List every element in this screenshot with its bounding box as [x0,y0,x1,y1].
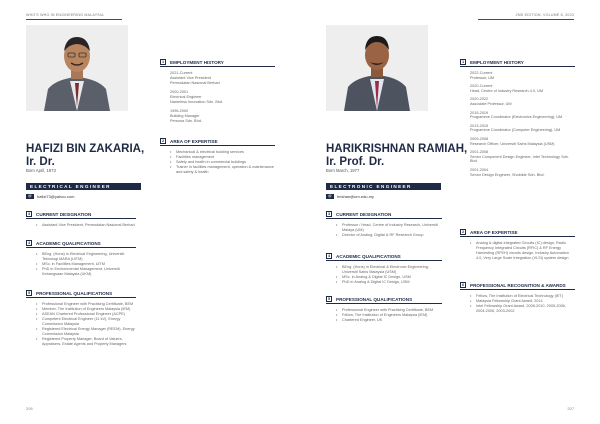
entry-years: 2001-2004 [470,167,489,172]
list-item: • Professional Engineer with Practising Certificate, BEM [336,308,442,313]
section-heading [460,282,575,290]
list-item: • Assistant Vice President, Permodalan Nasional Berhad [36,223,136,228]
entry-years: 2000-2001 [170,90,189,94]
section-number: 6 [461,283,465,287]
section-number: 3 [27,212,31,216]
email-line [26,194,74,199]
employment-entry [470,71,575,80]
entry-role: Building Manager [170,114,200,118]
name-line-1: HAFIZI BIN ZAKARIA, [26,143,145,155]
section-number: 5 [327,297,331,301]
employment-history-section [160,59,275,128]
person-name [326,143,467,168]
section-heading [326,296,442,304]
name-line-2: Ir. Prof. Dr. [326,155,385,168]
list-item: • PhD in Analog & Digital IC Design, USM [336,280,442,285]
page-number: 207 [567,406,574,411]
current-designation-section [326,211,442,238]
list-item: • Professional Engineer with Practising Certificate, BEM [36,302,136,307]
employment-entry [470,168,575,177]
right-page [300,0,600,424]
entry-years: 2020-Current [470,84,493,89]
email-icon [26,194,34,199]
section-number: 1 [461,60,465,64]
section-title: CURRENT DESIGNATION [336,211,392,217]
employment-entry [170,90,275,105]
employment-entry [470,137,575,146]
section-title: PROFESSIONAL QUALIFICATIONS [36,290,113,296]
list-item: • Registered Electrical Energy Manager (REEM), Energy Commission Malaysia [36,327,136,337]
entry-years: 2001-2008 [470,150,489,155]
list-item: • Chartered Engineer, UK [336,318,442,323]
running-header: WHO'S WHO IN ENGINEERING MALAYSIA [26,13,104,17]
section-heading [160,138,275,146]
entry-role: Programme Coordinator (Electronics Engineering), UM [470,115,563,120]
employment-entry [470,124,575,133]
section-title: EMPLOYMENT HISTORY [470,59,524,65]
email-address[interactable]: hafizi73@yahoo.com [37,194,75,199]
list-item: • Trainer in facilities management, operation & maintenance and safety & health [170,165,275,175]
email-address[interactable]: hrishan@um.edu.my [337,194,374,199]
section-number: 2 [161,139,165,143]
list-item: • Member, The Institution of Engineers Malaysia (IEM) [36,307,136,312]
current-designation-section [26,211,136,228]
section-heading [160,59,275,67]
entry-role: Associate Professor, UM [470,101,512,106]
section-number: 3 [327,212,331,216]
header-rule [26,19,122,20]
entry-years: 2015-2019 [470,110,489,115]
entry-org: Persona Sdn. Bhd. [170,119,202,123]
name-line-1: HARIKRISHNAN RAMIAH, [326,143,468,155]
professional-qualifications-section [26,290,136,347]
section-title: PROFESSIONAL QUALIFICATIONS [336,296,413,302]
page-number: 206 [26,406,33,411]
employment-history-section [460,59,575,181]
list-item: • PhD in Environmental Management, Universiti Kebangsaan Malaysia (UKM) [36,267,136,277]
section-title: AREA OF EXPERTISE [170,138,218,144]
entry-years: 1996-2000 [170,109,189,113]
section-title: ACADEMIC QUALIFICATIONS [36,240,101,246]
list-item: • BEng. (Hons) in Electrical & Electronic Engineering, Universiti Sains Malaysia (USM) [336,265,442,275]
running-header: 2ND EDITION, VOLUME 8, 2023 [515,13,574,17]
section-number: 4 [27,241,31,245]
email-icon [326,194,334,199]
list-item: • Fellow, The Institution of Electrical Technology (IET) [470,294,575,299]
area-of-expertise-section [460,229,575,261]
area-of-expertise-section [160,138,275,175]
entry-role: Senior Design Engineer, Shoblide Sdn. Bhd. [470,172,545,177]
entry-role: Research Officer, Universiti Sains Malaysia (USM) [470,141,555,146]
section-heading [26,211,136,219]
name-line-2: Ir. Dr. [26,155,55,168]
recognition-awards-section [460,282,575,314]
academic-qualifications-section [326,253,442,285]
entry-role: Electrical Engineer [170,95,202,99]
employment-entry [470,97,575,106]
birth-date: Born April, 1973 [26,168,56,173]
section-title: ACADEMIC QUALIFICATIONS [336,253,401,259]
email-line [326,194,374,199]
entry-org: Nameless Innovation Sdn. Bhd. [170,100,224,104]
entry-years: 2020-2022 [470,97,489,102]
professional-qualifications-section [326,296,442,323]
entry-role: Senior Component Design Engineer, Intel Technology Sdn. Bhd. [470,154,569,164]
birth-date: Born March, 1977 [326,168,360,173]
academic-qualifications-section [26,240,136,277]
entry-role: Assistant Vice President [170,76,211,80]
section-heading [26,290,136,298]
list-item: • Professor / Head, Centre of Industry Research, Universiti Malaya (UM) [336,223,442,233]
list-item: • Registered Property Manager, Board of Valuers, Appraisers, Estate Agents and Property Managers [36,337,136,347]
profile-photo [26,25,128,111]
job-title-bar: ELECTRONIC ENGINEER [326,183,441,190]
list-item: • Mechanical & electrical building services [170,150,275,155]
section-heading [460,229,575,237]
entry-years: 2013-2015 [470,123,489,128]
section-title: CURRENT DESIGNATION [36,211,92,217]
entry-years: 2022-Current [470,71,493,75]
entry-years: 2009-2008 [470,136,489,141]
entry-years: 2021-Current [170,71,193,75]
list-item: • Malaysia Fellowship Grant Award, 2014 [470,299,575,304]
list-item: • MSc. in Facilities Management, UiTM [36,262,136,267]
section-number: 4 [327,254,331,258]
list-item: • Fellow, The Institution of Engineers Malaysia (IEM) [336,313,442,318]
list-item: • Analog & digital Integrated Circuits (IC) design, Radio Frequency Integrated Circuits (RFIC) & RF Energy Harvesting (RFEH) circuits design, Industry Automation 4.0, Very Large Scale Integration (VLSI) system design [470,241,575,261]
entry-role: Professor, UM [470,75,495,80]
entry-org: Permodalan Nasional Berhad [170,81,220,85]
section-heading [460,59,575,67]
list-item: • BEng. (Hons) in Electrical Engineering, Universiti Teknologi MARA (UiTM) [36,252,136,262]
list-item: • MSc. in Analog & Digital IC Design, USM [336,275,442,280]
person-name [26,143,144,168]
header-rule [478,19,574,20]
job-title-bar: ELECTRICAL ENGINEER [26,183,141,190]
section-number: 5 [27,291,31,295]
list-item: • Intel Fellowship Grant Award, 2006-2010, 2005-2006, 2004-2005, 2003-2002 [470,304,575,314]
employment-entry [170,109,275,124]
employment-entry [470,150,575,164]
list-item: • ASEAN Chartered Professional Engineer (ACPE) [36,312,136,317]
section-title: PROFESSIONAL RECOGNITION & AWARDS [470,282,566,288]
list-item: • Facilities management [170,155,275,160]
section-number: 1 [161,60,165,64]
list-item: • Safety and health in commercial buildings [170,160,275,165]
employment-entry [470,84,575,93]
section-title: EMPLOYMENT HISTORY [170,59,224,65]
list-item: • Director of Analog, Digital & RF Research Group [336,233,442,238]
section-title: AREA OF EXPERTISE [470,229,518,235]
section-number: 2 [461,230,465,234]
employment-entry [170,71,275,86]
section-heading [326,253,442,261]
section-heading [26,240,136,248]
list-item: • Competent Electrical Engineer (11 kV), Energy Commission Malaysia [36,317,136,327]
profile-photo [326,25,428,111]
section-heading [326,211,442,219]
entry-role: Head, Centre of Industry Research 4.0, UM [470,88,544,93]
employment-entry [470,111,575,120]
entry-role: Programme Coordinator (Computer Engineering), UM [470,128,561,133]
